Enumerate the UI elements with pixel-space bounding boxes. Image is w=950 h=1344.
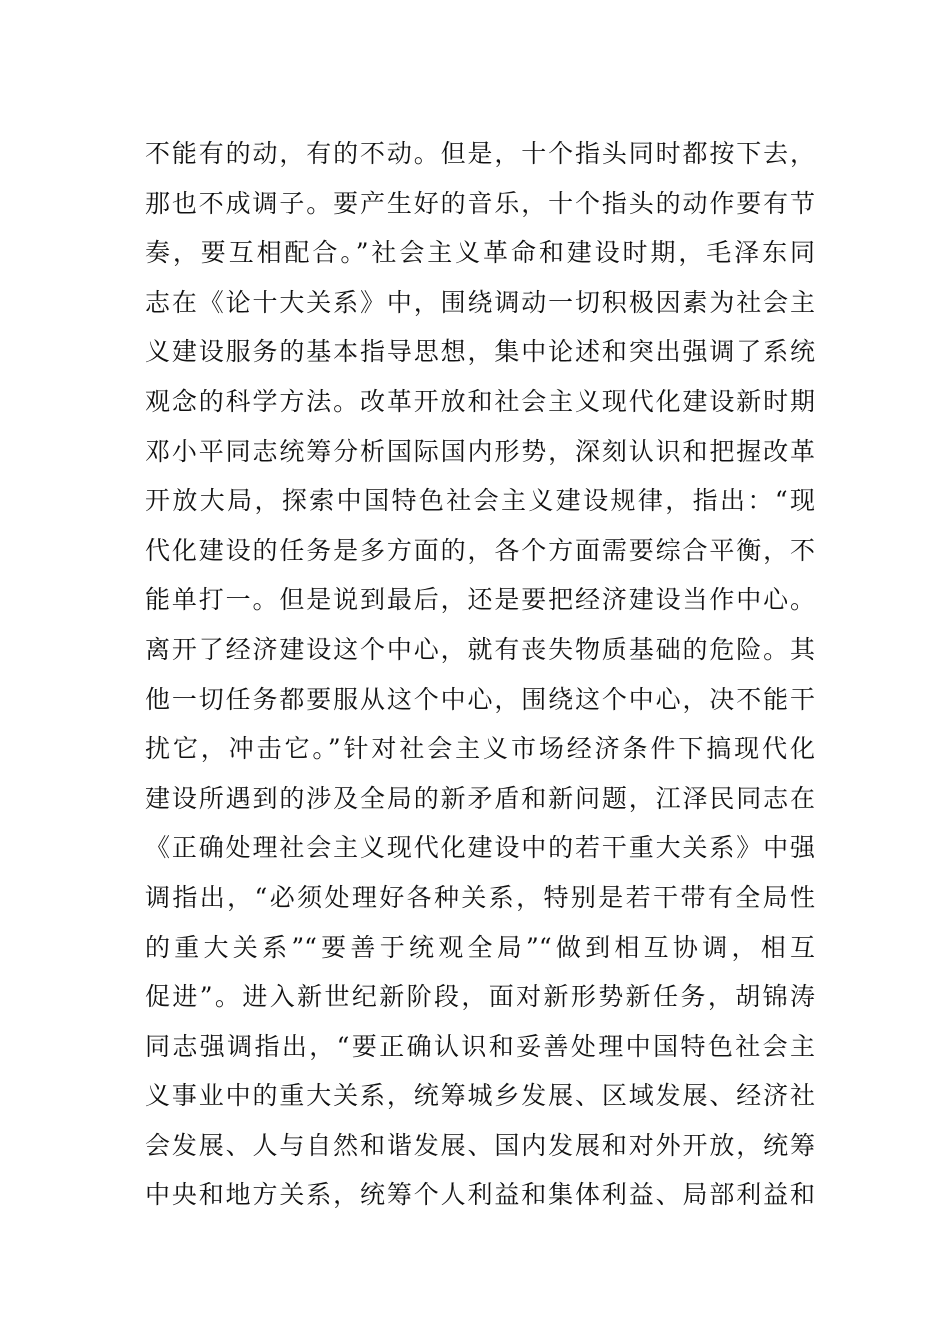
text-line: 不能有的动，有的不动。但是，十个指头同时都按下去， xyxy=(145,139,815,168)
text-line: 奏，要互相配合。”社会主义革命和建设时期，毛泽东同 xyxy=(145,238,815,268)
text-line: 志在《论十大关系》中，围绕调动一切积极因素为社会主 xyxy=(145,287,815,317)
text-line: 义事业中的重大关系，统筹城乡发展、区域发展、经济社 xyxy=(145,1081,815,1111)
text-line: 开放大局，探索中国特色社会主义建设规律，指出：“现 xyxy=(145,486,815,516)
text-line: 中央和地方关系，统筹个人利益和集体利益、局部利益和 xyxy=(145,1180,815,1210)
text-line: 促进”。进入新世纪新阶段，面对新形势新任务，胡锦涛 xyxy=(145,982,815,1012)
body-paragraph xyxy=(145,129,815,1220)
text-line: 会发展、人与自然和谐发展、国内发展和对外开放，统筹 xyxy=(145,1130,815,1160)
text-line: 那也不成调子。要产生好的音乐，十个指头的动作要有节 xyxy=(145,188,815,218)
text-line: 扰它，冲击它。”针对社会主义市场经济条件下搞现代化 xyxy=(145,734,815,764)
text-line: 调指出，“必须处理好各种关系，特别是若干带有全局性 xyxy=(145,882,815,912)
text-line: 离开了经济建设这个中心，就有丧失物质基础的危险。其 xyxy=(145,634,815,664)
text-line: 同志强调指出，“要正确认识和妥善处理中国特色社会主 xyxy=(145,1031,815,1061)
text-line: 《正确处理社会主义现代化建设中的若干重大关系》中强 xyxy=(145,833,815,863)
text-line: 建设所遇到的涉及全局的新矛盾和新问题，江泽民同志在 xyxy=(145,783,815,813)
text-line: 邓小平同志统筹分析国际国内形势，深刻认识和把握改革 xyxy=(145,436,815,466)
text-line: 的重大关系”“要善于统观全局”“做到相互协调，相互 xyxy=(145,932,815,962)
text-line: 义建设服务的基本指导思想，集中论述和突出强调了系统 xyxy=(145,337,815,367)
text-line: 能单打一。但是说到最后，还是要把经济建设当作中心。 xyxy=(145,585,815,615)
text-line: 他一切任务都要服从这个中心，围绕这个中心，决不能干 xyxy=(145,684,815,714)
text-line: 代化建设的任务是多方面的，各个方面需要综合平衡，不 xyxy=(145,535,815,565)
text-line: 观念的科学方法。改革开放和社会主义现代化建设新时期 xyxy=(145,386,815,416)
